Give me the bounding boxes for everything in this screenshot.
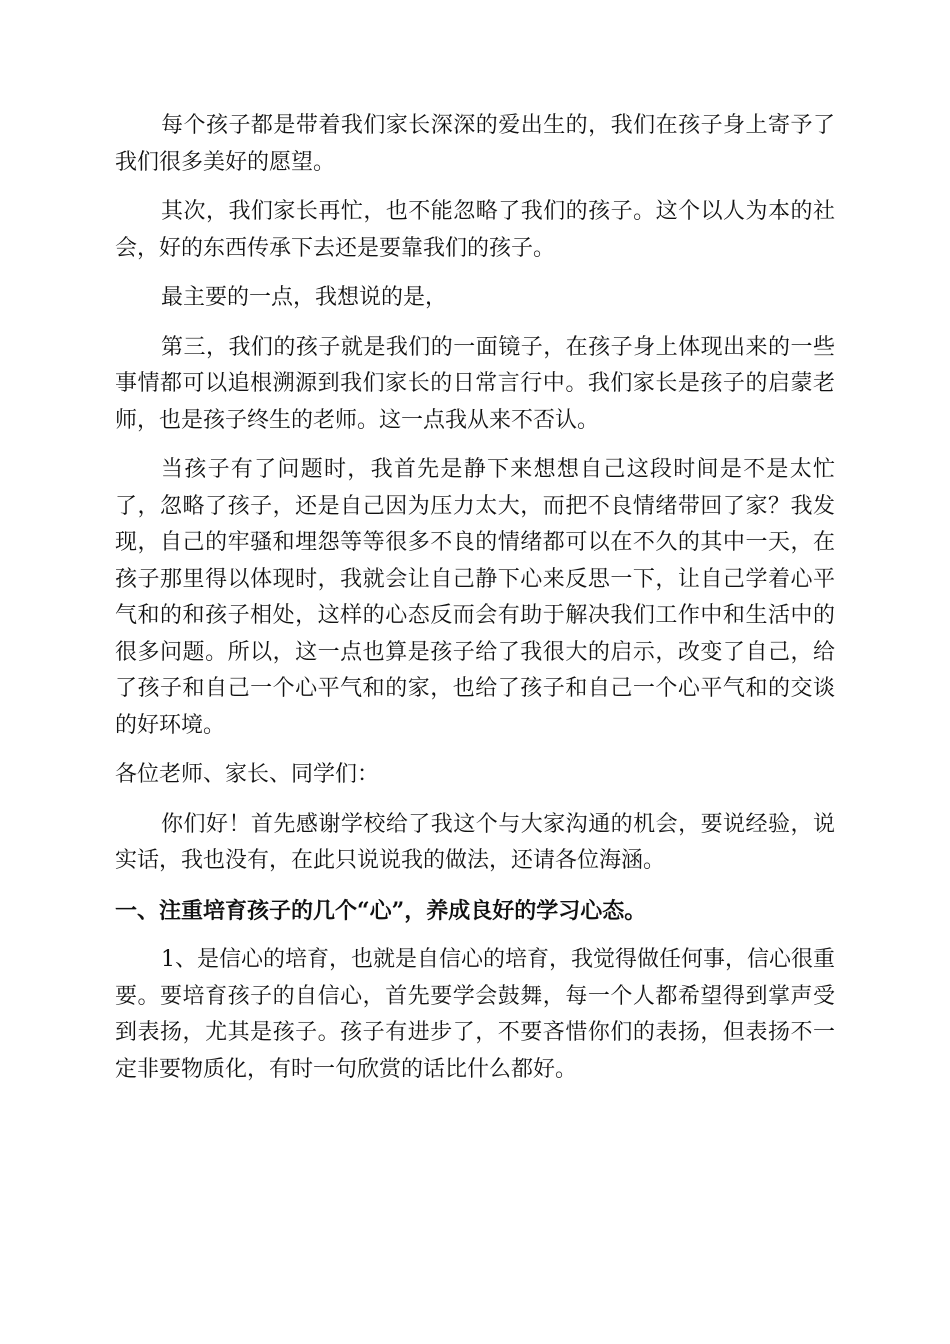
paragraph-2: 其次，我们家长再忙，也不能忽略了我们的孩子。这个以人为本的社会，好的东西传承下去还是要靠我们的孩子。 <box>115 199 835 261</box>
paragraph-5: 当孩子有了问题时，我首先是静下来想想自己这段时间是不是太忙了，忽略了孩子，还是自己因为压力太大，而把不良情绪带回了家？我发现，自己的牢骚和埋怨等等很多不良的情绪都可以在不久的其中一天，在孩子那里得以体现时，我就会让自己静下心来反思一下，让自己学着心平气和的和孩子相处，这样的心态反而会有助于解决我们工作中和生活中的很多问题。所以，这一点也算是孩子给了我很大的启示，改变了自己，给了孩子和自己一个心平气和的家，也给了孩子和自己一个心平气和的交谈的好环境。 <box>115 457 835 738</box>
paragraph-4: 第三，我们的孩子就是我们的一面镜子，在孩子身上体现出来的一些事情都可以追根溯源到我们家长的日常言行中。我们家长是孩子的启蒙老师，也是孩子终生的老师。这一点我从来不否认。 <box>115 334 835 433</box>
paragraph-greeting: 你们好！首先感谢学校给了我这个与大家沟通的机会，要说经验，说实话，我也没有，在此只说说我的做法，还请各位海涵。 <box>115 811 835 873</box>
paragraph-confidence: 1、是信心的培育，也就是自信心的培育，我觉得做任何事，信心很重要。要培育孩子的自信心，首先要学会鼓舞，每一个人都希望得到掌声受到表扬，尤其是孩子。孩子有进步了，不要吝惜你们的表扬，但表扬不一定非要物质化，有时一句欣赏的话比什么都好。 <box>115 947 835 1082</box>
paragraph-1: 每个孩子都是带着我们家长深深的爱出生的，我们在孩子身上寄予了我们很多美好的愿望。 <box>115 113 835 175</box>
section-heading: 一、注重培育孩子的几个“心”，养成良好的学习心态。 <box>115 897 647 924</box>
paragraph-3: 最主要的一点，我想说的是， <box>161 285 448 310</box>
salutation: 各位老师、家长、同学们： <box>115 762 380 787</box>
document-body <box>115 108 835 1101</box>
